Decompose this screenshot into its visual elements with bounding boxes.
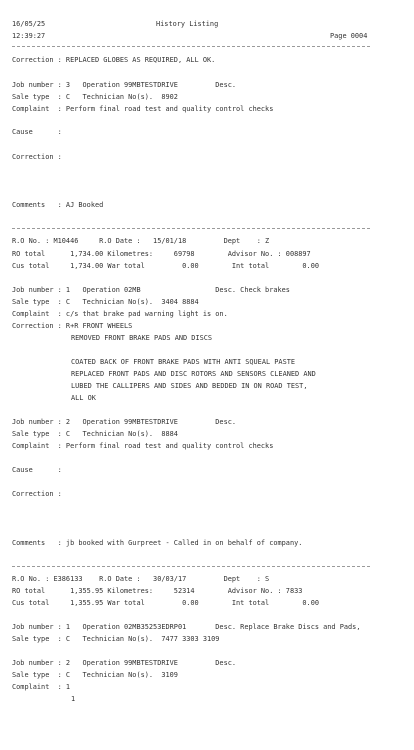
separator: [12, 46, 370, 47]
complaint-line: Complaint : Perform final road test and quality control checks: [12, 442, 274, 450]
sale-type-line: Sale type : C Technician No(s). 7477 3303 3109: [12, 635, 220, 643]
comments-line: Comments : jb booked with Gurpreet - Called in on behalf of company.: [12, 539, 303, 547]
complaint-detail-line: 1: [71, 695, 76, 703]
cus-total-line: Cus total 1,734.00 War total 0.00 Int total 0.00: [12, 262, 319, 270]
ro-total-line: RO total 1,734.00 Kilometres: 69798 Advisor No. : 008897: [12, 250, 311, 258]
correction-line: Correction : REPLACED GLOBES AS REQUIRED, ALL OK.: [12, 56, 216, 64]
cause-line: Cause :: [12, 466, 62, 474]
complaint-line: Complaint : Perform final road test and quality control checks: [12, 105, 274, 113]
correction-detail-line: REMOVED FRONT BRAKE PADS AND DISCS: [71, 334, 213, 342]
report-title: History Listing: [156, 20, 219, 28]
job-line: Job number : 2 Operation 99MBTESTDRIVE Desc.: [12, 418, 237, 426]
sale-type-line: Sale type : C Technician No(s). 8884: [12, 430, 178, 438]
ro-header-line: R.O No. : M10446 R.O Date : 15/01/18 Dept : Z: [12, 237, 270, 245]
report-time: 12:39:27: [12, 32, 46, 40]
complaint-line: Complaint : c/s that brake pad warning light is on.: [12, 310, 228, 318]
cause-line: Cause :: [12, 128, 62, 136]
correction-detail-line: REPLACED FRONT PADS AND DISC ROTORS AND SENSORS CLEANED AND: [71, 370, 316, 378]
ro-header-line: R.O No. : E386133 R.O Date : 30/03/17 Dept : S: [12, 575, 270, 583]
ro-total-line: RO total 1,355.95 Kilometres: 52314 Advisor No. : 7833: [12, 587, 303, 595]
job-line: Job number : 2 Operation 99MBTESTDRIVE Desc.: [12, 659, 237, 667]
sale-type-line: Sale type : C Technician No(s). 8902: [12, 93, 178, 101]
correction-detail-line: LUBED THE CALLIPERS AND SIDES AND BEDDED IN ON ROAD TEST,: [71, 382, 308, 390]
separator: [12, 566, 370, 567]
job-line: Job number : 1 Operation 02MB Desc. Check brakes: [12, 286, 290, 294]
correction-line: Correction :: [12, 490, 62, 498]
sale-type-line: Sale type : C Technician No(s). 3109: [12, 671, 178, 679]
correction-line: Correction : R+R FRONT WHEELS: [12, 322, 133, 330]
correction-line: Correction :: [12, 153, 62, 161]
job-line: Job number : 1 Operation 02MB35253EDRP01 Desc. Replace Brake Discs and Pads,: [12, 623, 361, 631]
separator: [12, 228, 370, 229]
correction-detail-line: ALL OK: [71, 394, 96, 402]
correction-detail-line: COATED BACK OF FRONT BRAKE PADS WITH ANTI SQUEAL PASTE: [71, 358, 296, 366]
cus-total-line: Cus total 1,355.95 War total 0.00 Int total 0.00: [12, 599, 319, 607]
report-date: 16/05/25: [12, 20, 46, 28]
sale-type-line: Sale type : C Technician No(s). 3404 8884: [12, 298, 199, 306]
complaint-line: Complaint : 1: [12, 683, 71, 691]
page-number: Page 0004: [330, 32, 368, 40]
job-line: Job number : 3 Operation 99MBTESTDRIVE Desc.: [12, 81, 237, 89]
comments-line: Comments : AJ Booked: [12, 201, 104, 209]
